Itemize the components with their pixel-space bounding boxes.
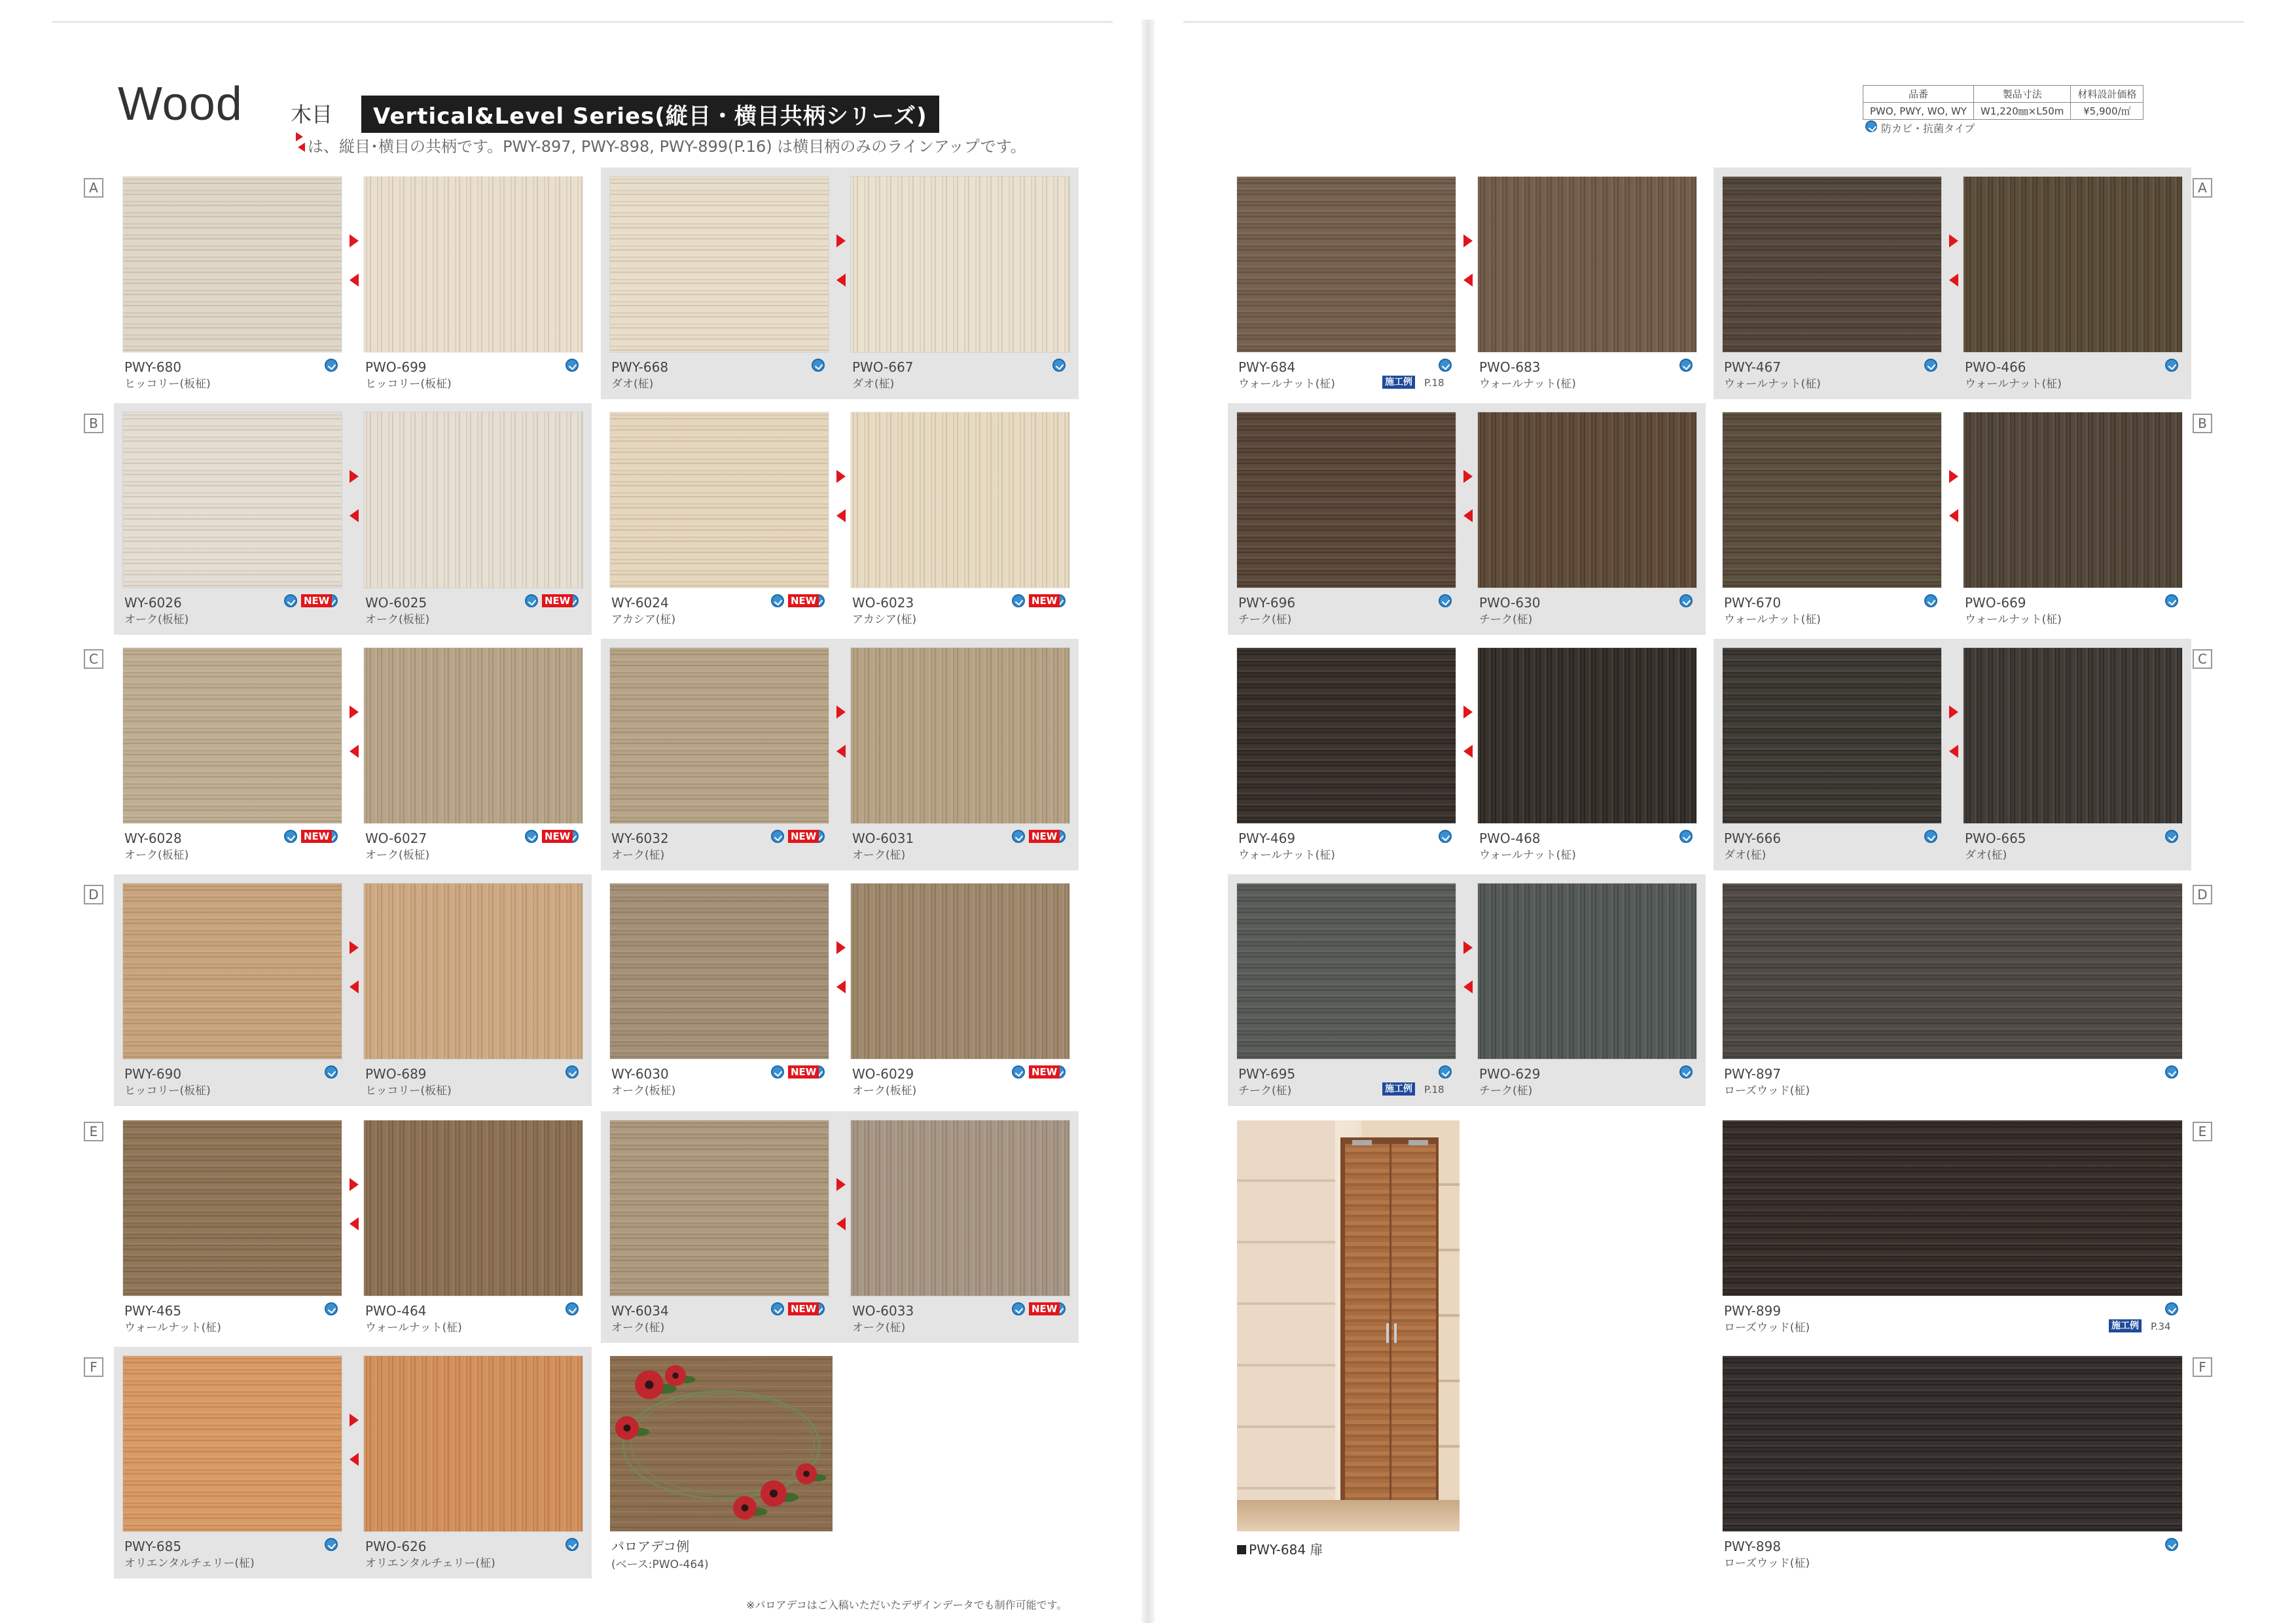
wood-swatch[interactable] [364, 1120, 583, 1296]
deco-base: (ベース:PWO-464) [611, 1558, 709, 1571]
pair-arrow-icon [836, 1178, 846, 1199]
wood-swatch[interactable] [1964, 648, 2182, 823]
arrow-left-icon [350, 745, 359, 758]
wood-swatch[interactable] [610, 177, 829, 352]
new-badge: NEW [788, 1302, 819, 1315]
product-name: ウォールナット(柾) [1965, 378, 2062, 391]
product-code: PWY-684 [1238, 359, 1296, 375]
product-name: ウォールナット(柾) [124, 1321, 221, 1334]
pair-arrow-icon [1463, 234, 1473, 255]
pair-arrow-icon [350, 1178, 359, 1199]
page-reference: P.18 [1424, 1084, 1444, 1096]
wood-swatch[interactable] [123, 177, 342, 352]
antimold-icon [1679, 1065, 1693, 1079]
installation-example-badge: 施工例 [2109, 1319, 2142, 1332]
pair-arrow-icon [836, 470, 846, 491]
antimold-icon [2165, 359, 2178, 372]
antimold-icon [1679, 594, 1693, 607]
product-name: ダオ(柾) [611, 378, 654, 391]
antimold-icon [1924, 359, 1937, 372]
arrow-right-icon [350, 470, 359, 483]
product-code: PWY-695 [1238, 1066, 1296, 1082]
product-name: ヒッコリー(板柾) [124, 1084, 211, 1097]
wood-swatch[interactable] [1237, 883, 1456, 1059]
product-code: PWO-669 [1965, 595, 2026, 611]
product-name: ヒッコリー(板柾) [365, 1084, 452, 1097]
door-closer-icon [1352, 1140, 1372, 1145]
row-tag: D [2193, 885, 2212, 904]
product-code: PWY-680 [124, 359, 182, 375]
antimold-icon [1679, 830, 1693, 843]
photo-door-leaf-left [1345, 1144, 1390, 1508]
antimold-icon [1012, 594, 1025, 607]
new-badge: NEW [301, 830, 332, 843]
product-name: オーク(板柾) [365, 613, 430, 626]
flower-center-mark [624, 1425, 631, 1432]
antimold-icon [771, 1302, 784, 1315]
product-name: アカシア(柾) [611, 613, 676, 626]
arrow-right-icon [1949, 705, 1958, 719]
product-name: ウォールナット(柾) [1479, 378, 1576, 391]
product-code: PWO-466 [1965, 359, 2026, 375]
product-name: ローズウッド(柾) [1724, 1321, 1810, 1334]
wood-swatch[interactable] [1723, 1356, 2182, 1531]
product-code: WO-6023 [852, 595, 914, 611]
arrow-right-icon [836, 470, 846, 483]
wood-swatch[interactable] [1478, 883, 1696, 1059]
page-reference: P.18 [1424, 377, 1444, 389]
wood-swatch[interactable] [610, 648, 829, 823]
product-code: PWY-690 [124, 1066, 182, 1082]
wood-swatch[interactable] [364, 883, 583, 1059]
pair-arrow-icon [350, 1414, 359, 1435]
product-name: オーク(柾) [611, 1321, 665, 1334]
product-name: ウォールナット(柾) [1724, 613, 1821, 626]
arrow-left-icon [836, 509, 846, 522]
flower-center-mark [742, 1505, 749, 1512]
flower-center-mark [672, 1372, 679, 1379]
product-code: PWY-469 [1238, 830, 1296, 846]
series-note: は、縦目･横目の共柄です。PWY-897, PWY-898, PWY-899(P.16) は横目柄のみのラインアップです。 [308, 137, 1026, 156]
antimold-icon [1012, 1065, 1025, 1079]
wood-swatch[interactable] [1478, 648, 1696, 823]
product-code: WY-6034 [611, 1303, 669, 1319]
pair-arrow-icon [350, 941, 359, 962]
pair-arrow-icon [350, 470, 359, 491]
installation-example-badge: 施工例 [1382, 1082, 1415, 1096]
product-name: チーク(柾) [1479, 1084, 1533, 1097]
wood-swatch[interactable] [851, 1120, 1069, 1296]
arrow-right-icon [836, 234, 846, 247]
pair-arrow-icon [350, 234, 359, 255]
top-rule-right [1183, 21, 2244, 23]
product-name: ローズウッド(柾) [1724, 1084, 1810, 1097]
arrow-right-icon [350, 1414, 359, 1427]
row-tag: E [84, 1122, 103, 1141]
product-code: PWO-630 [1479, 595, 1541, 611]
new-badge: NEW [788, 594, 819, 607]
arrow-left-icon [350, 980, 359, 993]
arrow-left-icon [350, 274, 359, 287]
product-name: オーク(板柾) [611, 1084, 676, 1097]
wood-swatch[interactable] [1964, 412, 2182, 588]
arrow-left-icon [1463, 509, 1473, 522]
photo-caption-text: PWY-684 扉 [1249, 1542, 1323, 1558]
row-tag: B [2193, 414, 2212, 433]
door-handle-icon [1386, 1323, 1389, 1343]
product-code: PWO-683 [1479, 359, 1541, 375]
pair-arrow-icon [836, 705, 846, 726]
wood-swatch[interactable] [851, 177, 1069, 352]
wood-swatch[interactable] [123, 883, 342, 1059]
antimold-icon [325, 1065, 338, 1079]
product-name: オリエンタルチェリー(柾) [365, 1557, 495, 1570]
wood-swatch[interactable] [123, 1120, 342, 1296]
spec-table [1863, 85, 2144, 120]
flower-center-mark [803, 1471, 810, 1477]
antimold-icon [325, 1302, 338, 1315]
pair-arrow-icon [1949, 234, 1958, 255]
spec-value-size: W1,220㎜×L50m [1973, 103, 2070, 120]
product-code: PWY-899 [1724, 1303, 1782, 1319]
product-code: WO-6029 [852, 1066, 914, 1082]
product-name: ウォールナット(柾) [1238, 849, 1335, 862]
pair-arrow-icon [1463, 705, 1473, 726]
page-subtitle: 木目 [291, 102, 333, 127]
wood-swatch[interactable] [851, 412, 1069, 588]
product-code: PWY-467 [1724, 359, 1782, 375]
wood-swatch[interactable] [364, 648, 583, 823]
wood-swatch[interactable] [851, 648, 1069, 823]
wood-swatch[interactable] [123, 1356, 342, 1531]
row-tag: C [2193, 649, 2212, 669]
product-code: PWY-898 [1724, 1539, 1782, 1554]
pair-arrow-icon [1463, 941, 1473, 962]
product-code: PWY-696 [1238, 595, 1296, 611]
page-reference: P.34 [2151, 1321, 2171, 1332]
product-name: ウォールナット(柾) [1238, 378, 1335, 391]
top-rule-left [52, 21, 1113, 23]
arrow-right-icon [350, 234, 359, 247]
row-tag: E [2193, 1122, 2212, 1141]
product-code: WY-6032 [611, 830, 669, 846]
wood-swatch[interactable] [1723, 177, 1941, 352]
antimold-icon [1012, 1302, 1025, 1315]
spec-note: 防カビ・抗菌タイプ [1881, 122, 1975, 135]
product-code: PWY-465 [124, 1303, 182, 1319]
antimold-icon [284, 830, 297, 843]
new-badge: NEW [542, 830, 573, 843]
pair-arrow-icon [350, 705, 359, 726]
antimold-icon [1439, 359, 1452, 372]
product-code: WY-6028 [124, 830, 182, 846]
arrow-left-icon [1463, 980, 1473, 993]
page-title: Wood [118, 78, 243, 130]
product-name: ヒッコリー(板柾) [124, 378, 211, 391]
wood-swatch[interactable] [1237, 177, 1456, 352]
antimold-icon [1439, 830, 1452, 843]
wood-swatch[interactable] [1964, 177, 2182, 352]
antimold-icon [2165, 1538, 2178, 1551]
antimold-icon [1052, 359, 1066, 372]
antimold-icon [525, 830, 538, 843]
spec-header-code: 品番 [1863, 86, 1974, 103]
product-name: オーク(柾) [852, 849, 906, 862]
wood-swatch[interactable] [123, 412, 342, 588]
new-badge: NEW [1029, 830, 1060, 843]
wood-swatch[interactable] [610, 412, 829, 588]
new-badge: NEW [788, 830, 819, 843]
arrow-left-icon [350, 1217, 359, 1230]
arrow-left-icon [836, 745, 846, 758]
product-name: オリエンタルチェリー(柾) [124, 1557, 255, 1570]
product-name: ヒッコリー(板柾) [365, 378, 452, 391]
spec-value-code: PWO, PWY, WO, WY [1863, 103, 1974, 120]
antimold-icon [284, 594, 297, 607]
product-name: オーク(板柾) [852, 1084, 917, 1097]
new-badge: NEW [1029, 1302, 1060, 1315]
product-name: オーク(板柾) [124, 849, 189, 862]
arrow-left-icon [1949, 745, 1958, 758]
antimold-icon [565, 1538, 579, 1551]
row-tag: C [84, 649, 103, 669]
antimold-icon [325, 1538, 338, 1551]
arrow-left-icon [1463, 745, 1473, 758]
caption-square-icon [1237, 1545, 1246, 1554]
antimold-icon [1865, 120, 1877, 132]
antimold-icon [771, 830, 784, 843]
paroa-deco-example [610, 1356, 833, 1531]
antimold-icon [2165, 1302, 2178, 1315]
photo-caption [1237, 1539, 1323, 1558]
product-code: WY-6024 [611, 595, 669, 611]
wood-swatch[interactable] [1478, 177, 1696, 352]
row-tag: F [84, 1357, 103, 1377]
product-code: PWO-468 [1479, 830, 1541, 846]
product-name: ダオ(柾) [1965, 849, 2007, 862]
product-name: ダオ(柾) [852, 378, 895, 391]
antimold-icon [525, 594, 538, 607]
product-name: チーク(柾) [1238, 1084, 1292, 1097]
photo-door-leaf-right [1391, 1144, 1436, 1508]
arrow-right-icon [350, 941, 359, 954]
series-label: Vertical&Level Series(縦目・横目共柄シリーズ) [361, 96, 939, 133]
product-code: PWO-667 [852, 359, 914, 375]
door-handle-icon [1394, 1323, 1397, 1343]
arrow-right-icon [350, 1178, 359, 1191]
arrow-right-icon [1949, 470, 1958, 483]
antimold-icon [565, 1065, 579, 1079]
arrow-right-icon [350, 705, 359, 719]
new-badge: NEW [788, 1065, 819, 1079]
new-badge: NEW [1029, 1065, 1060, 1079]
product-name: オーク(柾) [611, 849, 665, 862]
product-code: PWO-689 [365, 1066, 427, 1082]
door-installation-photo [1237, 1120, 1460, 1531]
flower-center-mark [770, 1489, 778, 1497]
wood-swatch[interactable] [1723, 1120, 2182, 1296]
wood-swatch[interactable] [1237, 412, 1456, 588]
arrow-right-icon [1949, 234, 1958, 247]
product-code: PWY-897 [1724, 1066, 1782, 1082]
product-code: WO-6031 [852, 830, 914, 846]
arrow-left-icon [350, 509, 359, 522]
product-code: PWO-629 [1479, 1066, 1541, 1082]
antimold-icon [1924, 594, 1937, 607]
product-code: PWO-626 [365, 1539, 427, 1554]
new-badge: NEW [301, 594, 332, 607]
installation-example-badge: 施工例 [1382, 376, 1415, 389]
deco-code: パロアデコ例 [611, 1539, 690, 1554]
wood-swatch[interactable] [1723, 883, 2182, 1059]
product-code: PWY-666 [1724, 830, 1782, 846]
arrow-right-icon [1463, 234, 1473, 247]
arrow-left-icon [836, 980, 846, 993]
antimold-icon [771, 594, 784, 607]
pair-arrow-icon [1949, 705, 1958, 726]
wood-swatch[interactable] [123, 648, 342, 823]
row-tag: A [2193, 178, 2212, 198]
pair-arrow-icon [836, 941, 846, 962]
pair-arrow-icon [1949, 470, 1958, 491]
arrow-right-icon [1463, 705, 1473, 719]
product-code: PWO-665 [1965, 830, 2026, 846]
product-code: WY-6026 [124, 595, 182, 611]
arrow-left-icon [1949, 274, 1958, 287]
door-closer-icon [1408, 1140, 1428, 1145]
wood-swatch[interactable] [364, 1356, 583, 1531]
antimold-icon [2165, 594, 2178, 607]
product-code: PWY-685 [124, 1539, 182, 1554]
arrow-left-icon [1463, 274, 1473, 287]
new-badge: NEW [1029, 594, 1060, 607]
row-tag: A [84, 178, 103, 198]
spec-value-price: ¥5,900/㎡ [2071, 103, 2144, 120]
photo-wall-left [1237, 1120, 1335, 1531]
product-name: ダオ(柾) [1724, 849, 1767, 862]
pair-arrow-icon [836, 234, 846, 255]
row-tag: F [2193, 1357, 2212, 1377]
antimold-icon [771, 1065, 784, 1079]
antimold-icon [1439, 1065, 1452, 1079]
wood-swatch[interactable] [364, 177, 583, 352]
antimold-icon [2165, 1065, 2178, 1079]
wood-swatch[interactable] [851, 883, 1069, 1059]
product-code: PWY-670 [1724, 595, 1782, 611]
product-name: ウォールナット(柾) [1965, 613, 2062, 626]
arrow-right-icon [1463, 941, 1473, 954]
product-name: ウォールナット(柾) [1724, 378, 1821, 391]
arrow-right-icon [836, 705, 846, 719]
photo-floor [1237, 1500, 1460, 1531]
product-code: WO-6027 [365, 830, 427, 846]
antimold-icon [2165, 830, 2178, 843]
antimold-icon [325, 359, 338, 372]
arrow-left-icon [836, 1217, 846, 1230]
wood-swatch[interactable] [610, 1120, 829, 1296]
antimold-icon [1439, 594, 1452, 607]
wood-swatch[interactable] [1478, 412, 1696, 588]
wood-swatch[interactable] [364, 412, 583, 588]
wood-swatch[interactable] [1237, 648, 1456, 823]
footnote: ※パロアデコはご入稿いただいたデザインデータでも制作可能です。 [746, 1599, 1067, 1611]
new-badge: NEW [542, 594, 573, 607]
wood-swatch[interactable] [1723, 648, 1941, 823]
arrow-right-icon [836, 941, 846, 954]
product-name: オーク(板柾) [124, 613, 189, 626]
product-code: WO-6025 [365, 595, 427, 611]
shared-pattern-marker-icon [296, 132, 305, 154]
row-tag: B [84, 414, 103, 433]
arrow-left-icon [836, 274, 846, 287]
product-name: チーク(柾) [1479, 613, 1533, 626]
spec-header-price: 材料設計価格 [2071, 86, 2144, 103]
arrow-right-icon [1463, 470, 1473, 483]
page-gutter [1141, 20, 1155, 1623]
antimold-icon [1679, 359, 1693, 372]
product-code: WY-6030 [611, 1066, 669, 1082]
antimold-icon [565, 359, 579, 372]
arrow-right-icon [836, 1178, 846, 1191]
product-name: チーク(柾) [1238, 613, 1292, 626]
product-name: ウォールナット(柾) [1479, 849, 1576, 862]
antimold-icon [812, 359, 825, 372]
product-code: PWO-699 [365, 359, 427, 375]
product-code: PWO-464 [365, 1303, 427, 1319]
flower-center-mark [645, 1380, 653, 1389]
product-name: オーク(板柾) [365, 849, 430, 862]
product-code: PWY-668 [611, 359, 669, 375]
arrow-left-icon [350, 1453, 359, 1466]
product-name: ウォールナット(柾) [365, 1321, 462, 1334]
product-name: ローズウッド(柾) [1724, 1557, 1810, 1570]
product-name: オーク(柾) [852, 1321, 906, 1334]
wood-swatch[interactable] [1723, 412, 1941, 588]
arrow-left-icon [1949, 509, 1958, 522]
antimold-icon [1924, 830, 1937, 843]
wood-swatch[interactable] [610, 883, 829, 1059]
product-code: WO-6033 [852, 1303, 914, 1319]
antimold-icon [1012, 830, 1025, 843]
antimold-icon [565, 1302, 579, 1315]
product-name: アカシア(柾) [852, 613, 917, 626]
pair-arrow-icon [1463, 470, 1473, 491]
row-tag: D [84, 885, 103, 904]
spec-header-size: 製品寸法 [1973, 86, 2070, 103]
